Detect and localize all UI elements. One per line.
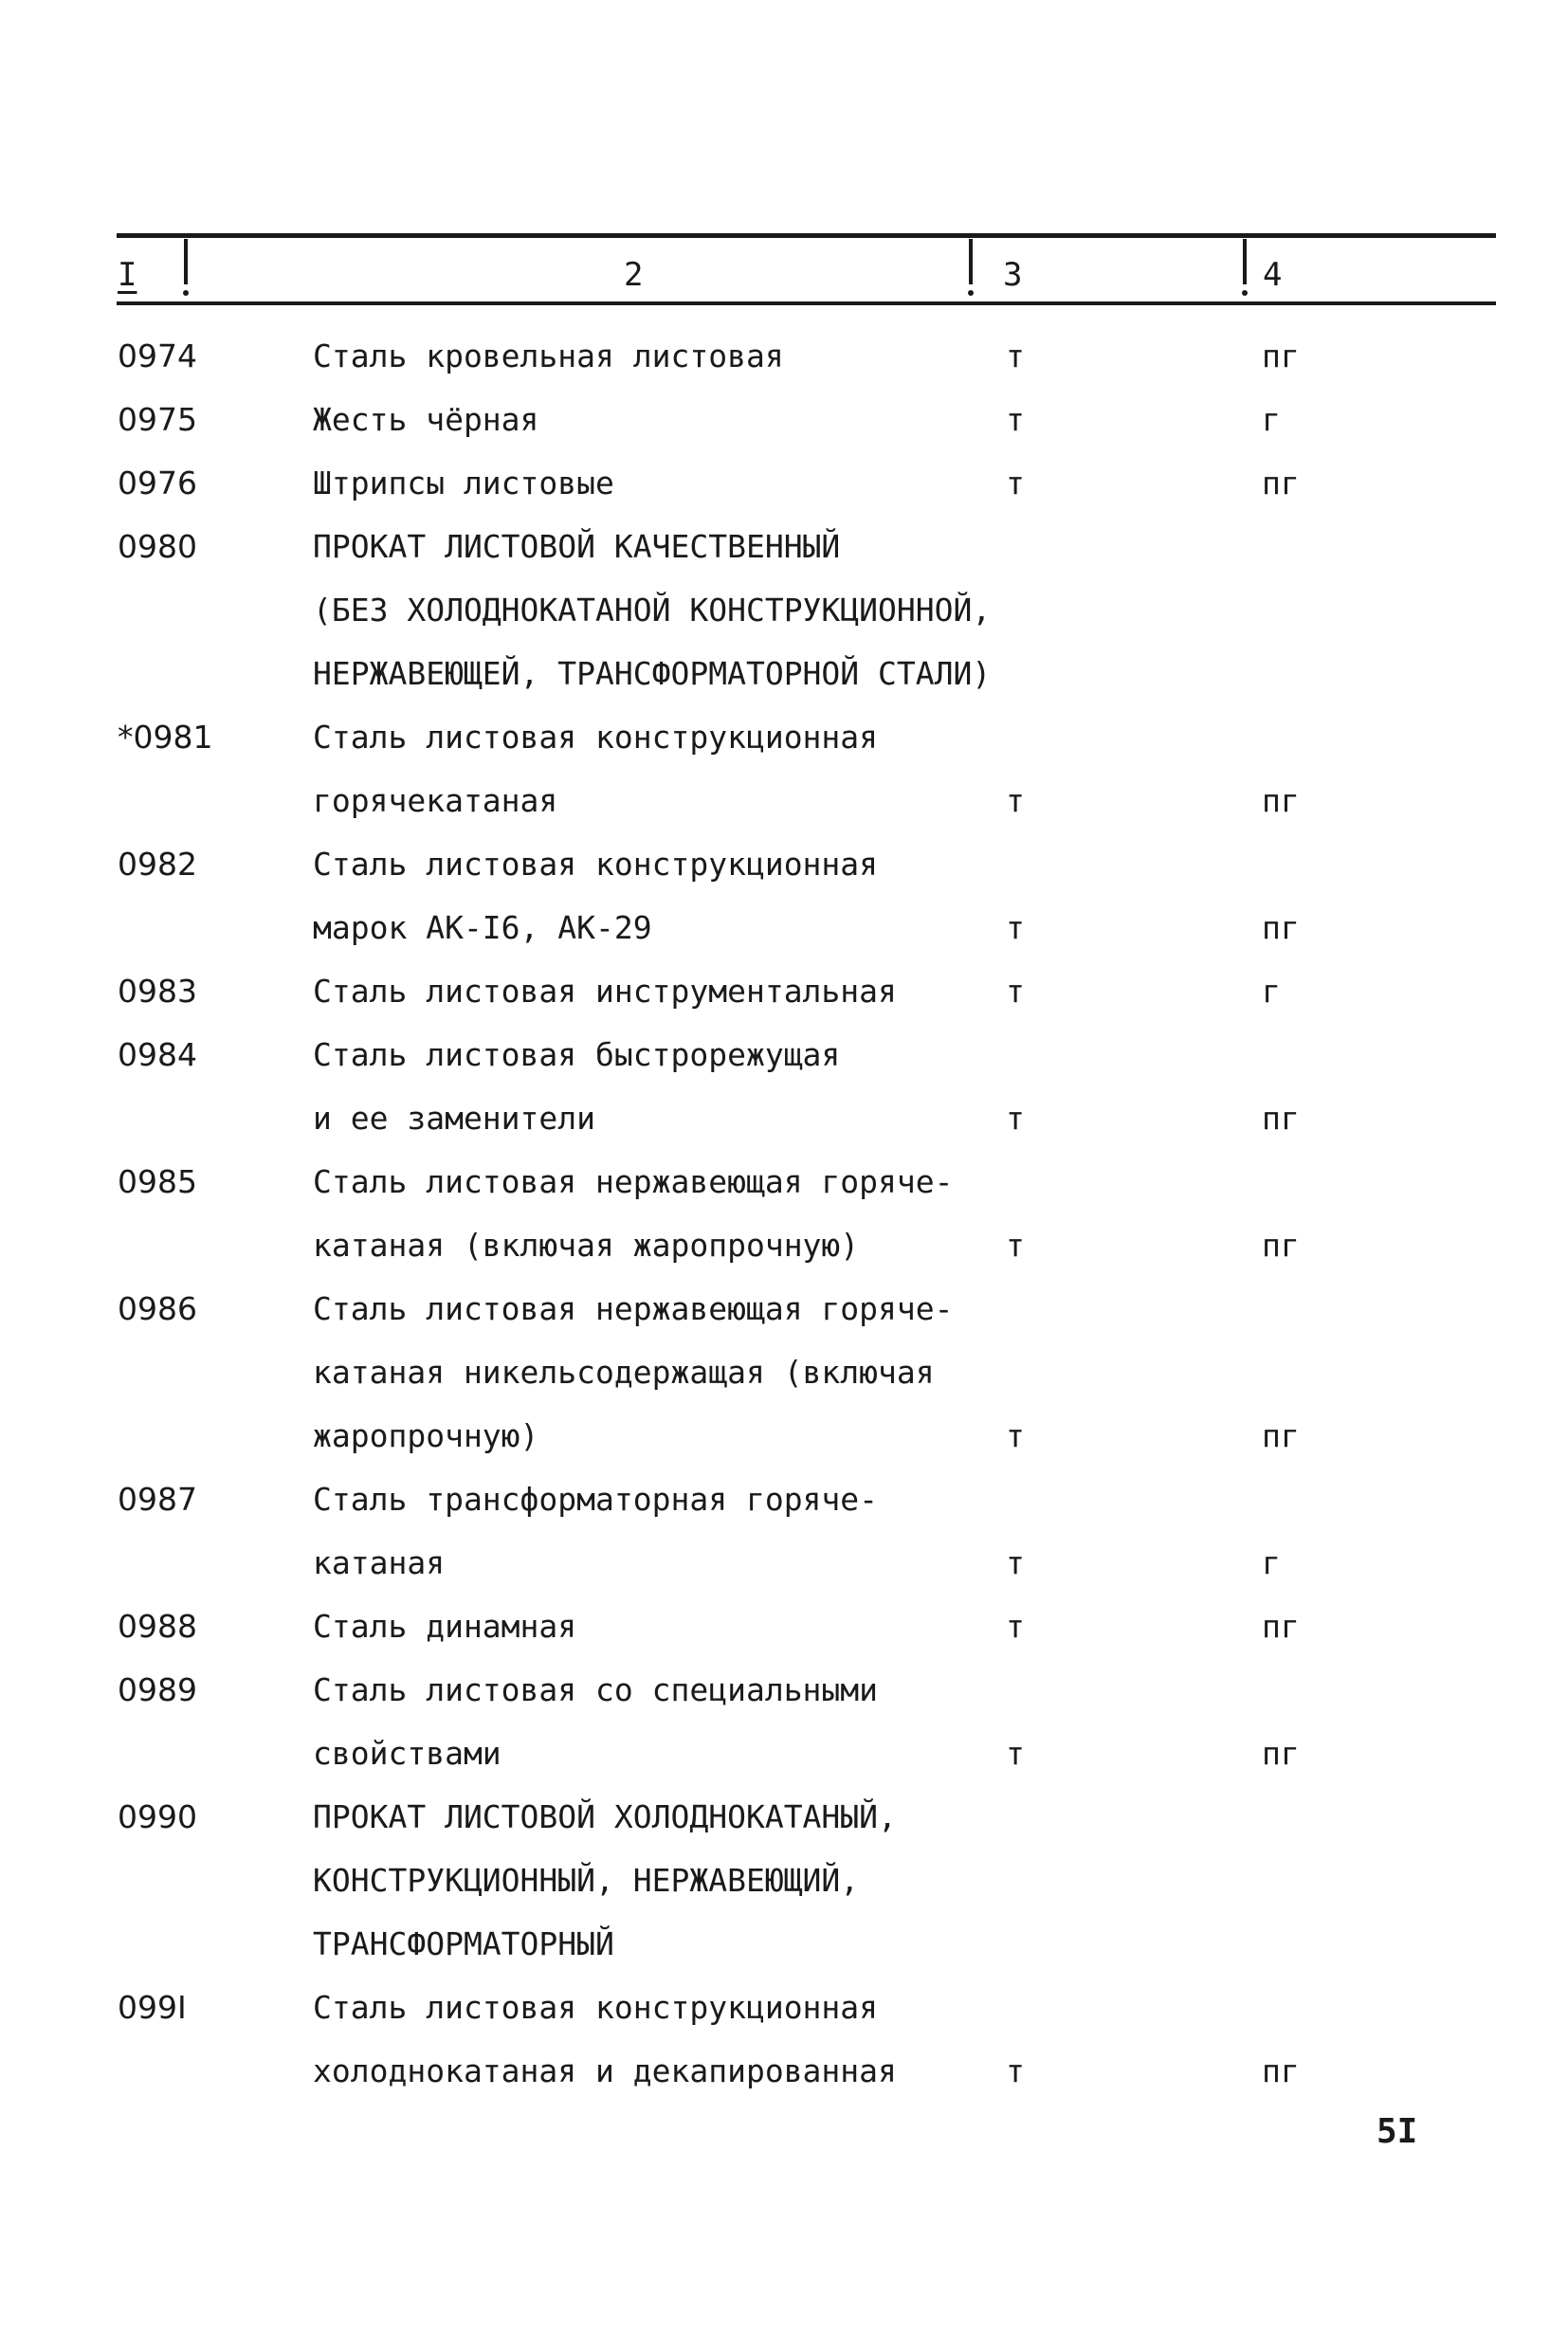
row-name-line: НЕРЖАВЕЮЩЕЙ, ТРАНСФОРМАТОРНОЙ СТАЛИ) [313,655,992,692]
row-period: пг [1262,1100,1300,1137]
row-name-line: ТРАНСФОРМАТОРНЫЙ [313,1925,614,1962]
row-unit: т [1006,1735,1025,1772]
row-name-line: жаропрочную) [313,1417,539,1454]
row-name-line: Сталь листовая нержавеющая горяче- [313,1290,954,1327]
row-unit: т [1006,2052,1025,2089]
row-name-line: Сталь динамная [313,1608,577,1645]
row-name-line: (БЕЗ ХОЛОДНОКАТАНОЙ КОНСТРУКЦИОННОЙ, [313,592,992,629]
row-code: 0980 [118,528,197,565]
row-code: 0986 [118,1290,197,1327]
row-period: пг [1262,782,1300,819]
row-period: пг [1262,909,1300,946]
row-name-line: Сталь листовая конструкционная [313,719,879,756]
row-name-line: Штрипсы листовые [313,465,614,501]
row-name-line: Сталь кровельная листовая [313,337,784,374]
header-col-2: 2 [624,256,644,294]
row-name-line: Сталь листовая нержавеющая горяче- [313,1163,954,1200]
row-unit: т [1006,1100,1025,1137]
row-unit: т [1006,465,1025,501]
row-name-line: горячекатаная [313,782,558,819]
header-col-3: 3 [1003,256,1023,294]
row-unit: т [1006,1544,1025,1581]
row-name-line: Сталь трансформаторная горяче- [313,1481,879,1518]
row-period: пг [1262,1735,1300,1772]
row-name-line: Сталь листовая конструкционная [313,1989,879,2026]
row-code: 0982 [118,846,197,883]
page-number: 5I [1377,2112,1418,2151]
row-code: 0984 [118,1036,197,1073]
row-unit: т [1006,782,1025,819]
row-name-line: ПРОКАТ ЛИСТОВОЙ КАЧЕСТВЕННЫЙ [313,528,841,565]
row-unit: т [1006,337,1025,374]
row-name-line: ПРОКАТ ЛИСТОВОЙ ХОЛОДНОКАТАНЫЙ, [313,1798,897,1835]
row-code: 0983 [118,973,197,1010]
row-code: 0989 [118,1671,197,1708]
row-name-line: катаная (включая жаропрочную) [313,1227,860,1264]
row-name-line: и ее заменители [313,1100,596,1137]
row-period: пг [1262,337,1300,374]
row-unit: т [1006,1227,1025,1264]
row-period: пг [1262,1608,1300,1645]
row-unit: т [1006,1608,1025,1645]
row-code: 0987 [118,1481,197,1518]
row-code: 0975 [118,401,197,438]
row-period: г [1262,973,1281,1010]
row-name-line: Сталь листовая конструкционная [313,846,879,883]
row-code: 0976 [118,465,197,501]
row-unit: т [1006,1417,1025,1454]
row-code: *0981 [118,719,213,756]
header-col-1: I [118,256,137,294]
row-name-line: катаная никельсодержащая (включая [313,1354,935,1391]
row-unit: т [1006,909,1025,946]
table-header-rule [117,301,1496,305]
row-name-line: Жесть чёрная [313,401,539,438]
row-name-line: Сталь листовая быстрорежущая [313,1036,841,1073]
row-period: пг [1262,1227,1300,1264]
row-name-line: марок АК-I6, АК-29 [313,909,652,946]
row-name-line: Сталь листовая со специальными [313,1671,879,1708]
row-period: г [1262,1544,1281,1581]
row-period: пг [1262,1417,1300,1454]
row-name-line: холоднокатаная и декапированная [313,2052,897,2089]
row-name-line: Сталь листовая инструментальная [313,973,897,1010]
row-period: г [1262,401,1281,438]
row-period: пг [1262,465,1300,501]
row-name-line: КОНСТРУКЦИОННЫЙ, НЕРЖАВЕЮЩИЙ, [313,1862,860,1899]
row-code: 0988 [118,1608,197,1645]
row-name-line: свойствами [313,1735,501,1772]
row-unit: т [1006,973,1025,1010]
table-top-rule [117,233,1496,238]
row-code: 0990 [118,1798,197,1835]
row-unit: т [1006,401,1025,438]
header-col-4: 4 [1263,256,1283,294]
row-code: 0974 [118,337,197,374]
row-name-line: катаная [313,1544,446,1581]
row-code: 099I [118,1989,187,2026]
row-code: 0985 [118,1163,197,1200]
row-period: пг [1262,2052,1300,2089]
